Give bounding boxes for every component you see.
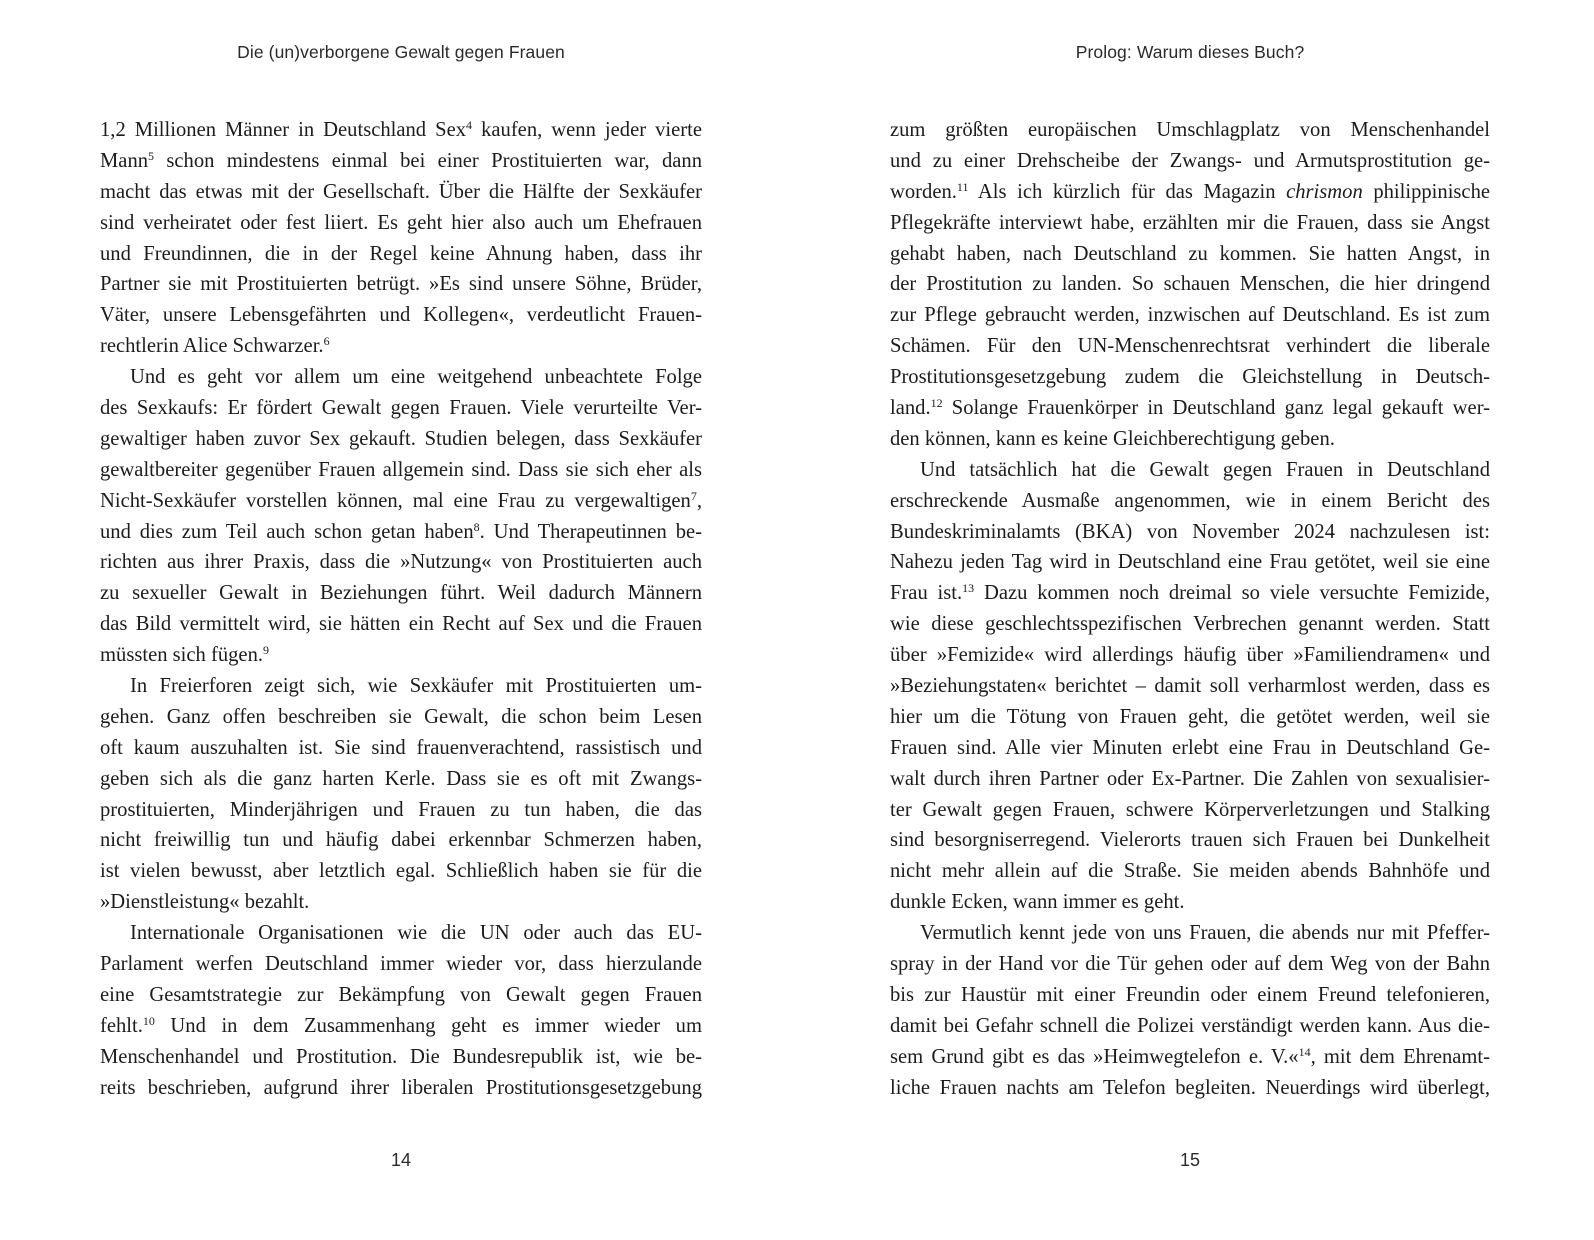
text-line: rechtlerin Alice Schwarzer.$^6$ [100,334,330,358]
text-line: Parlament werfen Deutschland immer wieder vor, dass hierzulande [100,953,702,976]
text-line: ist vielen bewusst, aber letztlich egal. Schließlich haben sie für die [100,860,702,883]
text-line: sind verheiratet oder fest liiert. Es geht hier also auch um Ehefrauen [100,211,702,234]
text-line: des Sexkaufs: Er fördert Gewalt gegen Frauen. Viele verurteilte Ver- [100,397,702,420]
text-line: damit bei Gefahr schnell die Polizei verständigt werden kann. Aus die- [890,1014,1490,1037]
text-line: Schämen. Für den UN-Menschenrechtsrat verhindert die liberale [890,335,1490,358]
page-number-left: 14 [390,1150,412,1170]
page-number-right: 15 [1179,1150,1201,1170]
text-line: gewaltbereiter gegenüber Frauen allgemein sind. Dass sie sich eher als [100,458,702,481]
text-line: zur Pflege gebraucht werden, inzwischen auf Deutschland. Es ist zum [890,304,1490,327]
text-line: liche Frauen nachts am Telefon begleiten. Neuerdings wird überlegt, [890,1076,1490,1099]
text-line: und dies zum Teil auch schon getan haben$^8$. Und Therapeutinnen be- [100,519,702,543]
text-line: »Beziehungstaten« berichtet – damit soll verharmlost werden, dass es [890,675,1490,698]
text-line: nicht freiwillig tun und häufig dabei erkennbar Schmerzen haben, [100,829,702,852]
text-line: über »Femizide« wird allerdings häufig über »Familiendramen« und [890,644,1490,667]
footnote-marker: 11 [956,179,969,194]
text-line: eine Gesamtstrategie zur Bekämpfung von Gewalt gegen Frauen [100,983,702,1006]
text-line: Nicht-Sexkäufer vorstellen können, mal eine Frau zu vergewaltigen$^7$, [100,488,702,512]
text-line: fehlt.$^{10}$ Und in dem Zusammenhang geht es immer wieder um [100,1013,702,1037]
text-line: zu sexueller Gewalt in Beziehungen führt. Weil dadurch Männern [100,582,702,605]
text-line: richten aus ihrer Praxis, dass die »Nutzung« von Prostituierten auch [100,551,702,574]
text-line: prostituierten, Minderjährigen und Frauen zu tun haben, die das [100,798,702,821]
footnote-marker: 5 [148,148,155,163]
footnote-marker: 13 [962,581,975,596]
text-line: geben sich als die ganz harten Kerle. Dass sie es oft mit Zwangs- [100,767,702,790]
footnote-marker: 14 [1298,1044,1311,1059]
text-line: Nahezu jeden Tag wird in Deutschland eine Frau getötet, weil sie eine [890,551,1490,574]
text-line: spray in der Hand vor die Tür gehen oder auf dem Weg von der Bahn [890,953,1490,976]
text-line: Partner sie mit Prostituierten betrügt. »Es sind unsere Söhne, Brüder, [100,273,702,296]
text-line: dunkle Ecken, wann immer es geht. [890,891,1185,914]
text-line: hier um die Tötung von Frauen geht, die getötet werden, weil sie [890,705,1490,728]
text-line: erschreckende Ausmaße angenommen, wie in einem Bericht des [890,489,1490,512]
text-line: bis zur Haustür mit einer Freundin oder einem Freund telefonieren, [890,983,1490,1006]
right-page [890,0,1490,1240]
text-line: der Prostitution zu landen. So schauen Menschen, die hier dringend [890,273,1490,296]
right-body-text [890,115,1490,1104]
text-line: worden.$^{11}$ Als ich kürzlich für das Magazin chrismon philippinische [890,179,1491,203]
footnote-marker: 7 [690,488,697,503]
running-head-right: Prolog: Warum dieses Buch? [1075,42,1305,62]
text-line: Frauen sind. Alle vier Minuten erlebt eine Frau in Deutschland Ge- [890,736,1490,759]
footnote-marker: 4 [466,118,473,132]
text-line: und zu einer Drehscheibe der Zwangs- und Armutsprostitution ge- [890,149,1490,172]
text-line: Und es geht vor allem um eine weitgehend unbeachtete Folge [130,366,702,389]
text-line: Mann$^5$ schon mindestens einmal bei einer Prostituierten war, dann [100,148,702,172]
text-line: den können, kann es keine Gleichberechtigung geben. [890,427,1335,450]
text-line: reits beschrieben, aufgrund ihrer liberalen Prostitutionsgesetzgebung [100,1076,702,1099]
running-head-left: Die (un)verborgene Gewalt gegen Frauen [237,42,565,62]
text-line: ter Gewalt gegen Frauen, schwere Körperverletzungen und Stalking [890,798,1490,821]
footnote-marker: 9 [263,643,270,658]
magazine-title: chrismon [1286,180,1363,203]
footnote-marker: 8 [473,519,480,534]
text-line: Bundeskriminalamts (BKA) von November 2024 nachzulesen ist: [890,520,1490,543]
text-line: sind besorgniserregend. Vielerorts trauen sich Frauen bei Dunkelheit [890,829,1490,852]
text-line: Menschenhandel und Prostitution. Die Bundesrepublik ist, wie be- [100,1045,702,1068]
footnote-marker: 10 [142,1013,155,1028]
text-line: »Dienstleistung« bezahlt. [100,891,310,914]
text-line: Väter, unsere Lebensgefährten und Kollegen«, verdeutlicht Frauen- [100,304,702,327]
text-line: Internationale Organisationen wie die UN oder auch das EU- [130,922,702,945]
text-line: Prostitutionsgesetzgebung zudem die Gleichstellung in Deutsch- [890,366,1490,389]
text-line: wie diese geschlechtsspezifischen Verbrechen genannt werden. Statt [890,613,1490,636]
text-line: land.$^{12}$ Solange Frauenkörper in Deutschland ganz legal gekauft wer- [890,396,1490,420]
text-line: gehabt haben, nach Deutschland zu kommen. Sie hatten Angst, in [890,242,1490,265]
text-line: In Freierforen zeigt sich, wie Sexkäufer mit Prostituierten um- [130,675,702,698]
footnote-marker: 12 [930,396,943,411]
text-line: Vermutlich kennt jede von uns Frauen, die abends nur mit Pfeffer- [920,922,1490,945]
text-line: walt durch ihren Partner oder Ex-Partner. Die Zahlen von sexualisier- [890,767,1490,790]
text-line: sem Grund gibt es das »Heimwegtelefon e. V.«$^{14}$, mit dem Ehrenamt- [890,1044,1491,1068]
text-line: gehen. Ganz offen beschreiben sie Gewalt, die schon beim Lesen [100,705,702,728]
text-line: oft kaum auszuhalten ist. Sie sind frauenverachtend, rassistisch und [100,736,702,759]
left-body-text [100,115,702,1104]
text-line: gewaltiger haben zuvor Sex gekauft. Studien belegen, dass Sexkäufer [100,427,702,450]
text-line: das Bild vermittelt wird, sie hätten ein Recht auf Sex und die Frauen [100,613,702,636]
text-line: nicht mehr allein auf die Straße. Sie meiden abends Bahnhöfe und [890,860,1490,883]
left-page [100,0,702,1240]
text-line: Frau ist.$^{13}$ Dazu kommen noch dreimal so viele versuchte Femizide, [890,581,1490,605]
text-line: macht das etwas mit der Gesellschaft. Über die Hälfte der Sexkäufer [100,180,702,203]
text-line: 1,2 Millionen Männer in Deutschland Sex$^4$ kaufen, wenn jeder vierte [100,118,703,141]
text-line: Pflegekräfte interviewt habe, erzählten mir die Frauen, dass sie Angst [890,211,1490,234]
text-line: zum größten europäischen Umschlagplatz von Menschenhandel [890,119,1490,141]
text-line: und Freundinnen, die in der Regel keine Ahnung haben, dass ihr [100,242,702,265]
footnote-marker: 6 [323,334,330,349]
text-line: müssten sich fügen.$^9$ [100,643,270,667]
text-line: Und tatsächlich hat die Gewalt gegen Frauen in Deutschland [920,458,1490,481]
